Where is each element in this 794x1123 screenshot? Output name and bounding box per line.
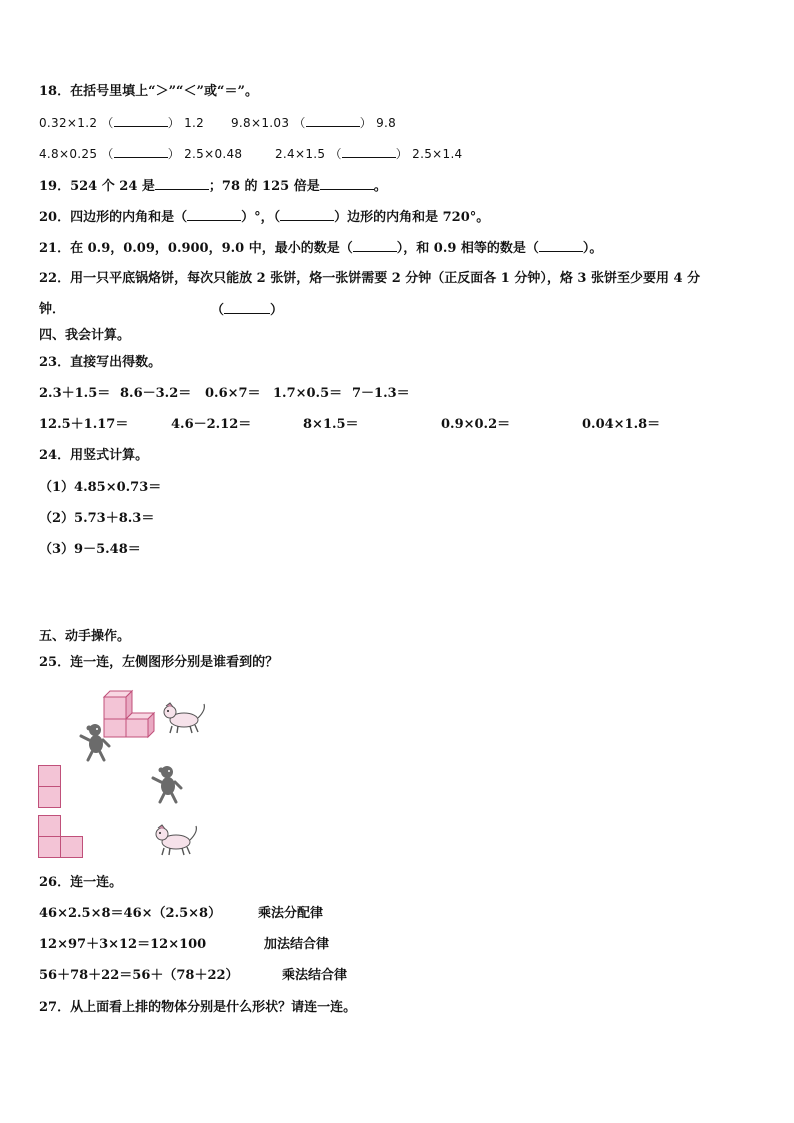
q18-item2-blank[interactable]: [306, 114, 360, 127]
q21-blank2[interactable]: [539, 239, 583, 252]
q23-row2-item3: 8×1.5＝: [303, 417, 359, 432]
q18-title: 18．在括号里填上“＞”“＜”或“＝”。: [39, 84, 258, 99]
q21-part3: ）。: [582, 241, 603, 256]
q19-blank2[interactable]: [320, 177, 374, 190]
q18-item3-left: 4.8×0.25: [39, 147, 98, 161]
q18-item2: 9.8×1.03 （ ） 9.8: [231, 116, 397, 130]
q23-row2-item4: 0.9×0.2＝: [441, 417, 511, 432]
q26-row2-law: 加法结合律: [264, 937, 330, 952]
q20-blank1[interactable]: [187, 208, 241, 221]
q23-row1-item2: 8.6－3.2＝: [120, 386, 192, 401]
q18-item2-right: 9.8: [376, 116, 397, 130]
q23-row2-item5: 0.04×1.8＝: [582, 417, 661, 432]
q18-item4-right: 2.5×1.4: [412, 147, 463, 161]
q22-line2: 钟．: [39, 302, 66, 317]
q27-title: 27．从上面看上排的物体分别是什么形状？请连一连。: [39, 1000, 357, 1015]
view-l-shape: [38, 815, 84, 859]
q20-part3: ）边形的内角和是 720°。: [334, 210, 490, 225]
q22-line1: 22．用一只平底锅烙饼，每次只能放 2 张饼，烙一张饼需要 2 分钟（正反面各 1 分钟），烙 3 张饼至少要用 4 分: [39, 271, 701, 286]
q23-row1-item4: 1.7×0.5＝: [273, 386, 343, 401]
q22-paren-open: （: [211, 303, 225, 318]
q22-blank[interactable]: [224, 301, 270, 314]
q23-row2-item2: 4.6－2.12＝: [171, 417, 252, 432]
q18-item1-blank[interactable]: [114, 114, 168, 127]
q26-row3-law: 乘法结合律: [282, 968, 348, 983]
q20: [39, 208, 489, 227]
q19-blank1[interactable]: [155, 177, 209, 190]
q18-item3-blank[interactable]: [114, 145, 168, 158]
q24-item3: （3）9－5.48＝: [39, 542, 141, 557]
section-4-heading: 四、我会计算。: [39, 328, 131, 343]
q25-title: 25．连一连，左侧图形分别是谁看到的？: [39, 655, 279, 670]
q20-blank2[interactable]: [280, 208, 334, 221]
q24-item1: （1）4.85×0.73＝: [39, 480, 162, 495]
q23-row1-item1: 2.3＋1.5＝: [39, 386, 111, 401]
q18-item1-right: 1.2: [184, 116, 205, 130]
q18-item1-left: 0.32×1.2: [39, 116, 98, 130]
q20-part2: ）°，（: [241, 210, 281, 225]
dog-icon: [152, 822, 200, 858]
q21: [39, 239, 602, 258]
q18-item4-blank[interactable]: [342, 145, 396, 158]
q20-part1: 20．四边形的内角和是（: [39, 210, 188, 225]
q18-item4: 2.4×1.5 （ ） 2.5×1.4: [275, 147, 463, 161]
monkey-icon: [78, 722, 114, 762]
monkey-icon: [150, 764, 186, 804]
q19-part2: ；78 的 125 倍是: [208, 179, 320, 194]
q26-row2-expr: 12×97＋3×12＝12×100: [39, 937, 207, 952]
q26-row3-expr: 56＋78＋22＝56＋（78＋22）: [39, 968, 239, 983]
q18-item4-left: 2.4×1.5: [275, 147, 326, 161]
section-5-heading: 五、动手操作。: [39, 629, 131, 644]
q18-item2-left: 9.8×1.03: [231, 116, 290, 130]
view-two-stacked-squares: [38, 765, 62, 809]
q19-part3: 。: [373, 179, 387, 194]
q26-title: 26．连一连。: [39, 875, 123, 890]
q21-part2: ），和 0.9 相等的数是（: [396, 241, 539, 256]
q24-title: 24．用竖式计算。: [39, 448, 149, 463]
q19-part1: 19．524 个 24 是: [39, 179, 155, 194]
q26-row1-law: 乘法分配律: [258, 906, 324, 921]
q18-item1: 0.32×1.2 （ ） 1.2: [39, 116, 205, 130]
q19: [39, 177, 387, 196]
q23-row1-item3: 0.6×7＝: [205, 386, 261, 401]
q22-paren-close: ）: [270, 303, 284, 318]
q22-answer: [211, 301, 283, 320]
dog-icon: [160, 700, 208, 736]
q18-item3: 4.8×0.25 （ ） 2.5×0.48: [39, 147, 243, 161]
q26-row1-expr: 46×2.5×8＝46×（2.5×8）: [39, 906, 222, 921]
q23-row2-item1: 12.5＋1.17＝: [39, 417, 129, 432]
q21-blank1[interactable]: [353, 239, 397, 252]
q23-row1-item5: 7－1.3＝: [352, 386, 410, 401]
q23-title: 23．直接写出得数。: [39, 355, 162, 370]
q21-part1: 21．在 0.9，0.09，0.900，9.0 中，最小的数是（: [39, 241, 353, 256]
q24-item2: （2）5.73＋8.3＝: [39, 511, 155, 526]
q18-item3-right: 2.5×0.48: [184, 147, 243, 161]
